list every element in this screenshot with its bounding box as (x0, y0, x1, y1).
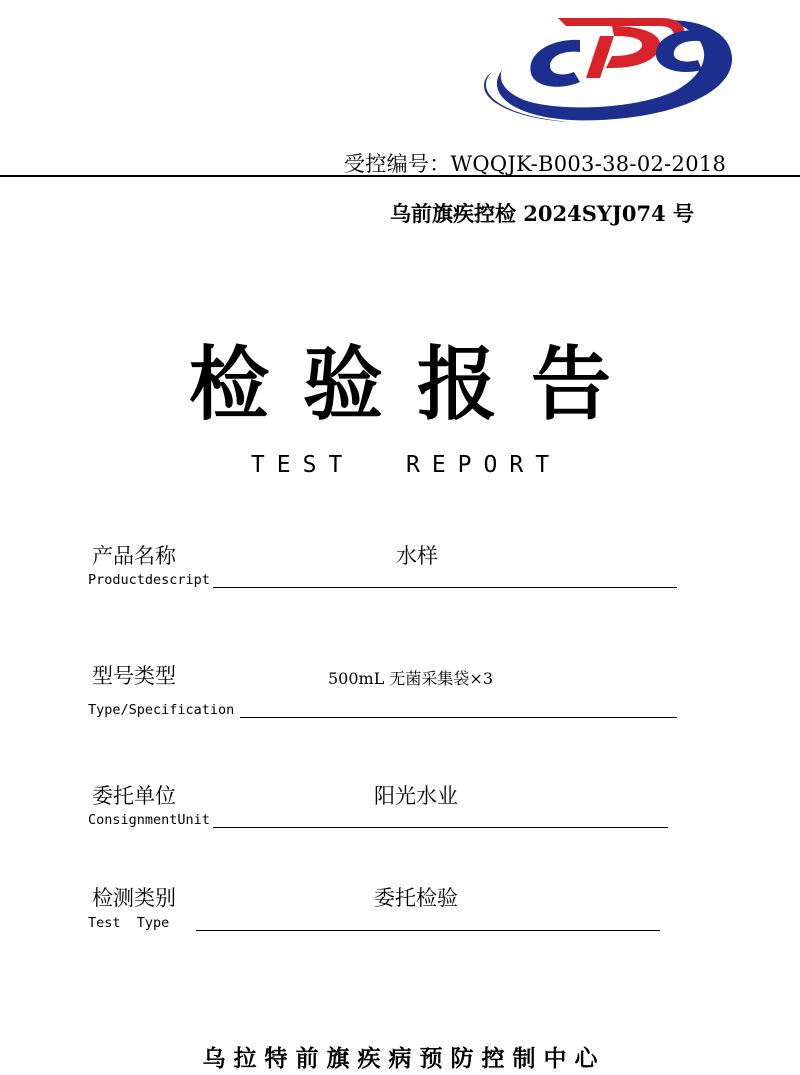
header-divider (0, 175, 800, 177)
field-test-type-value: 委托检验 (374, 886, 458, 910)
logo-letters (530, 18, 712, 87)
field-test-type-label-en: Test Type (88, 915, 170, 931)
field-test-type-underline (196, 930, 660, 931)
field-test-type-label-cn: 检测类别 (92, 886, 176, 910)
field-product-underline (213, 587, 677, 588)
cdc-logo (462, 12, 742, 132)
report-subtitle: TEST REPORT (250, 452, 562, 478)
field-type-label-cn: 型号类型 (92, 664, 176, 688)
field-consignment-label-cn: 委托单位 (92, 784, 176, 808)
field-product-value: 水样 (396, 544, 438, 568)
field-type-underline (240, 717, 677, 718)
field-type-label-en: Type/Specification (88, 702, 235, 718)
field-product-label-en: Productdescript (88, 572, 210, 588)
issuing-organization: 乌拉特前旗疾病预防控制中心 (202, 1046, 606, 1072)
field-type-value: 500mL 无菌采集袋×3 (328, 669, 494, 688)
report-number: 乌前旗疾控检 2024SYJ074 号 (390, 201, 694, 226)
report-title: 检验报告 (189, 338, 645, 431)
field-consignment-value: 阳光水业 (374, 784, 458, 808)
field-product-label-cn: 产品名称 (92, 544, 176, 568)
field-consignment-label-en: ConsignmentUnit (88, 812, 210, 828)
control-number: 受控编号：WQQJK-B003-38-02-2018 (344, 152, 727, 176)
field-consignment-underline (213, 827, 668, 828)
